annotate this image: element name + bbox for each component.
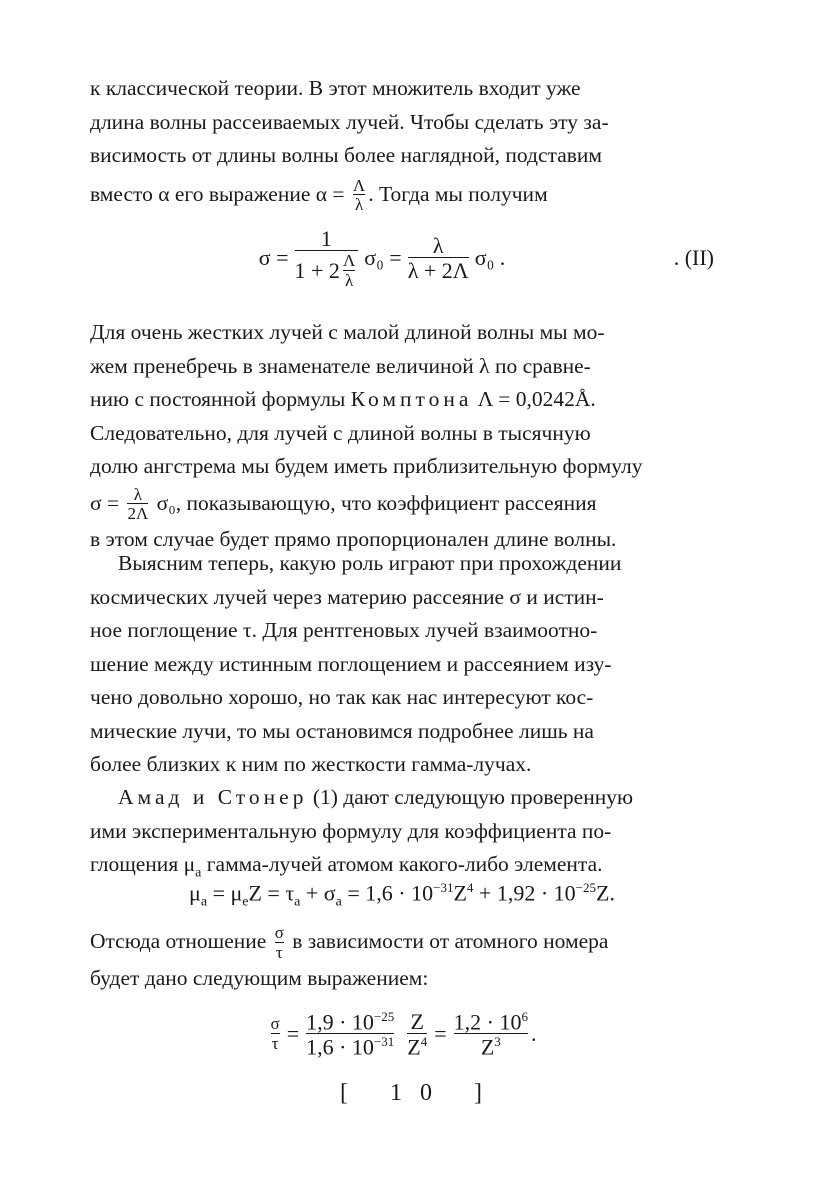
text-line bbox=[90, 177, 714, 215]
fraction-denominator: 2Λ bbox=[127, 504, 149, 524]
text-fragment: вместо α его выражение α = bbox=[90, 181, 345, 206]
fraction-numerator: Λ bbox=[352, 175, 366, 195]
fraction-denominator: τ bbox=[271, 1034, 279, 1053]
eq-term: 1,2 · 10 bbox=[453, 1008, 522, 1034]
fraction-numerator: λ bbox=[432, 232, 444, 258]
text-fragment: глощения μ bbox=[90, 852, 196, 876]
fraction-denominator: λ bbox=[353, 194, 365, 214]
text-line: жем пренебречь в знаменателе величиной λ по сравне- bbox=[90, 353, 591, 378]
eq-term: 1,9 · 10 bbox=[306, 1008, 374, 1034]
equation-II bbox=[90, 218, 714, 298]
text-line: чено довольно хорошо, но так как нас интересуют кос- bbox=[90, 685, 594, 709]
eq-term: . bbox=[530, 1021, 537, 1046]
fraction-numerator bbox=[454, 1010, 528, 1033]
text-line: длина волны рассеиваемых лучей. Чтобы сделать эту за- bbox=[90, 109, 609, 134]
eq-term: Z. bbox=[596, 880, 615, 906]
text-line: Выясним теперь, какую роль играют при прохождении bbox=[118, 551, 622, 575]
fraction-denominator: λ + 2Λ bbox=[407, 258, 469, 283]
fraction-1 bbox=[295, 227, 359, 290]
subscript: a bbox=[335, 894, 342, 910]
text-line bbox=[90, 486, 714, 524]
author-names: Амад и Стонер bbox=[118, 785, 308, 809]
text-fragment: σ₀, показывающую, что коэффициент рассеяния bbox=[156, 490, 597, 515]
text-fragment: σ = bbox=[90, 490, 120, 515]
text-line: шение между истинным поглощением и рассеянием изу- bbox=[90, 651, 612, 676]
fraction-denominator: λ bbox=[343, 270, 355, 290]
fraction-numerator: Λ bbox=[342, 250, 356, 270]
fraction-denominator bbox=[295, 250, 359, 290]
eq-term: σ₀ = bbox=[364, 245, 402, 270]
fraction-numerator: σ bbox=[270, 1014, 280, 1034]
eq-term: Z bbox=[480, 1034, 495, 1060]
eq-term: 1,6 · 10 bbox=[306, 1034, 374, 1060]
fraction-coefficients bbox=[306, 1010, 394, 1059]
equation-body bbox=[268, 1002, 537, 1066]
fraction-numerator bbox=[306, 1010, 394, 1033]
eq-term: = 1,6 · 10 bbox=[341, 880, 434, 906]
text-line bbox=[90, 781, 714, 815]
fraction-sigma-tau bbox=[271, 1015, 280, 1053]
text-line: ими экспериментальную формулу для коэффициента по- bbox=[90, 818, 612, 843]
text-fragment: (1) дают следующую проверенную bbox=[312, 785, 634, 809]
eq-term: = μ bbox=[207, 880, 243, 906]
text-line: в этом случае будет прямо пропорционален длине волны. bbox=[90, 527, 617, 552]
nested-fraction bbox=[343, 252, 355, 290]
fraction-sigma-over-tau bbox=[275, 924, 284, 962]
equation-label: . (II) bbox=[673, 245, 714, 270]
paragraph-3 bbox=[90, 547, 714, 782]
superscript: −25 bbox=[575, 880, 596, 895]
eq-term: Z = τ bbox=[248, 880, 295, 906]
text-line: Для очень жестких лучей с малой длиной волны мы мо- bbox=[90, 320, 605, 344]
subscript: a bbox=[200, 894, 208, 910]
eq-term: Z bbox=[453, 880, 467, 906]
fraction-2 bbox=[408, 234, 469, 282]
fraction-z bbox=[407, 1010, 427, 1059]
superscript: −31 bbox=[373, 1034, 395, 1049]
fraction-denominator bbox=[306, 1033, 394, 1058]
text-fragment: нию с постоянной формулы bbox=[90, 387, 346, 411]
eq-term: 1 + 2 bbox=[294, 258, 340, 283]
fraction-numerator: 1 bbox=[320, 225, 332, 251]
text-fragment: в зависимости от атомного номера bbox=[292, 928, 609, 953]
paragraph-1 bbox=[90, 72, 714, 214]
author-name: Комптона bbox=[350, 387, 473, 411]
text-line: к классической теории. В этот множитель входит уже bbox=[90, 76, 581, 100]
subscript: e bbox=[242, 894, 249, 910]
text-line: будет дано следующим выражением: bbox=[90, 965, 429, 990]
fraction-denominator bbox=[407, 1033, 427, 1058]
text-line: висимость от длины волны более наглядной, подставим bbox=[90, 143, 603, 167]
eq-term: Z bbox=[407, 1034, 421, 1060]
paragraph-5 bbox=[90, 924, 714, 995]
text-fragment: гамма-лучей атомом какого-либо элемента. bbox=[201, 852, 603, 876]
text-line bbox=[90, 924, 714, 962]
superscript: 4 bbox=[466, 880, 474, 895]
text-line: мические лучи, то мы остановимся подробнее лишь на bbox=[90, 718, 594, 743]
eq-term: + 1,92 · 10 bbox=[473, 880, 576, 906]
equation-body bbox=[259, 218, 506, 298]
fraction-denominator bbox=[454, 1033, 528, 1058]
equals-sign: = bbox=[434, 1021, 447, 1046]
text-fragment: Λ = 0,0242Å. bbox=[477, 387, 596, 411]
subscript: a bbox=[294, 894, 301, 910]
text-fragment: . Тогда мы получим bbox=[368, 181, 548, 206]
text-line: ное поглощение τ. Для рентгеновых лучей взаимоотно- bbox=[90, 618, 598, 642]
superscript: 6 bbox=[521, 1008, 528, 1024]
superscript: −31 bbox=[433, 880, 454, 895]
equation-ratio bbox=[90, 1002, 714, 1066]
equals-sign: = bbox=[286, 1021, 300, 1046]
eq-term: + σ bbox=[300, 880, 336, 906]
paragraph-2 bbox=[90, 316, 714, 557]
equation-absorption bbox=[90, 868, 714, 923]
fraction-result bbox=[454, 1010, 528, 1059]
fraction-denominator: τ bbox=[275, 942, 283, 962]
text-line: более близких к ним по жесткости гамма-лучах. bbox=[90, 752, 532, 776]
fraction-numerator: Z bbox=[410, 1008, 424, 1034]
fraction-numerator: σ bbox=[274, 923, 284, 942]
superscript: −25 bbox=[373, 1008, 395, 1024]
fraction-numerator: λ bbox=[133, 484, 142, 504]
eq-term: μ bbox=[189, 880, 201, 906]
superscript: 3 bbox=[494, 1034, 501, 1049]
text-line: космических лучей через материю рассеяние σ и истин- bbox=[90, 584, 604, 609]
page-number: [ 10 ] bbox=[340, 1080, 500, 1106]
superscript: 4 bbox=[420, 1033, 428, 1049]
fraction-lambda-over-2Lambda bbox=[127, 486, 148, 524]
subscript: a bbox=[195, 865, 202, 881]
text-line: долю ангстрема мы будем иметь приблизительную формулу bbox=[90, 454, 643, 478]
text-line bbox=[90, 383, 714, 417]
fraction-lambda-ratio bbox=[353, 177, 365, 215]
eq-term: σ₀ . bbox=[474, 245, 506, 270]
text-fragment: Отсюда отношение bbox=[90, 928, 267, 953]
text-line: Следовательно, для лучей с длиной волны в тысячную bbox=[90, 420, 591, 445]
eq-lhs: σ = bbox=[258, 245, 289, 270]
